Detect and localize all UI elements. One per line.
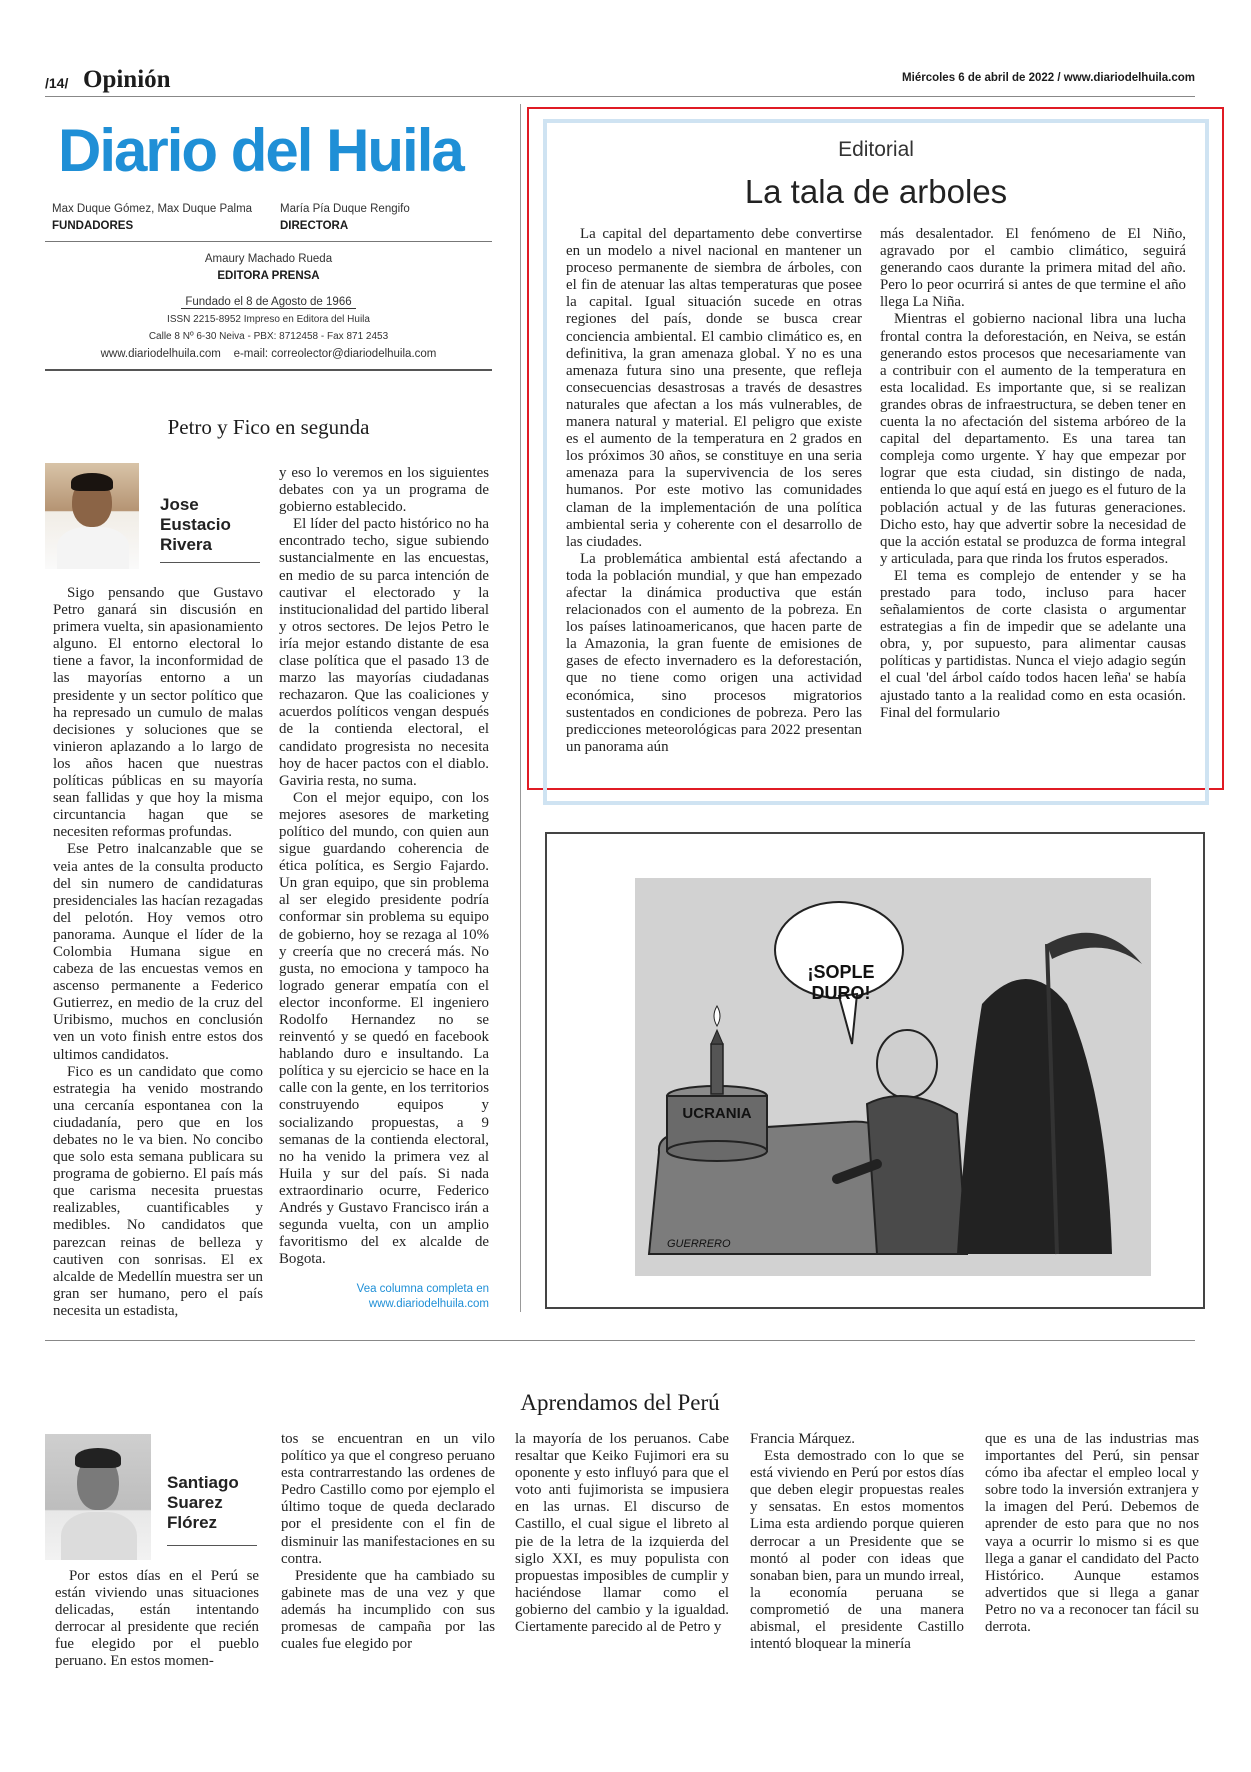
page-number: /14/: [45, 75, 69, 91]
paragraph: Esta demostrado con lo que se está viviendo en Perú por estos días que deben elegir propuestas reales y sensatas. En estos momentos Lima esta ardiendo porque quieren derrocar a un Presidente que se montó al poder con ideas que sonaban bien, para un mundo irreal, la economía peruana se comprometió de una manera abismal, el presidente Castillo intentó bloquear la minería: [750, 1448, 964, 1653]
column2-text-a: [55, 1568, 259, 1671]
column-title: Aprendamos del Perú: [520, 1390, 720, 1415]
newspaper-logo: Diario del Huila: [58, 117, 463, 184]
contact-line: [45, 348, 492, 360]
address-line: Calle 8 Nº 6-30 Neiva - PBX: 8712458 - Fax 871 2453: [148, 331, 389, 342]
paragraph: Por estos días en el Perú se están viviendo unas situaciones delicadas, están intentando derrocar al presidente que recién fue elegido por el pueblo peruano. En estos momen-: [55, 1568, 259, 1670]
paragraph: Con el mejor equipo, con los mejores asesores de marketing político del mundo, con quien aun sigue guardando coherencia de ética política, es Sergio Fajardo. Un gran equipo, que sin problema al ser elegido presidente podría conformar sin problema su equipo de gobierno, hoy se rezaga al 10% y creería que no crecerá más. No gusta, no emociona y tampoco ha logrado generar empatía con el elector inconforme. El ingeniero Rodolfo Hernandez no se reinventó y se quedó en facebook hablando duro e insultando. La política y su ejercicio se hace en la calle con la gente, en los territorios construyendo equipos y socializando propuestas, a 9 semanas de la contienda electoral, no ha venido la primera vez al Huila y sur del país. Si nada extraordinario ocurre, Federico Andrés y Gustavo Francisco irán a segunda vuelta, con un amplio favoritismo del ex alcalde de Bogota.: [279, 789, 489, 1268]
column2-text-d: [750, 1431, 964, 1653]
web-link[interactable]: www.diariodelhuila.com: [100, 348, 221, 360]
paragraph: El tema es complejo de entender y se ha prestado para todo, incluso para hacer señalamientos de corte clasista o argumentar estrategias a fin de impedir que se adelante una obra, y, por supuesto, para alimentar causas políticas y partidistas. Nunca el viejo adagio según el cual 'del árbol caído todos hacen leña' se había ajustado tanto a la realidad como en esta ocasión. Final del formulario: [880, 567, 1186, 721]
read-more-link[interactable]: www.diariodelhuila.com: [368, 1298, 489, 1311]
editorial-title: La tala de arboles: [744, 173, 1008, 210]
cartoon-drawing: [547, 834, 1203, 1307]
director-name: María Pía Duque Rengifo: [280, 203, 410, 215]
paragraph: más desalentador. El fenómeno de El Niño, agravado por el cambio climático, seguirá generando caos durante la primera mitad del año. Pero lo peor ocurrirá si antes de que termine el año llega La Niña.: [880, 226, 1186, 311]
masthead-bottom-rule: [45, 369, 492, 371]
director-label: DIRECTORA: [280, 220, 349, 232]
column-title: Petro y Fico en segunda: [167, 415, 370, 439]
founded-text: Fundado el 8 de Agosto de 1966: [181, 296, 355, 309]
editor-name: Amaury Machado Rueda: [204, 253, 333, 265]
editorial-text-a: [566, 226, 862, 756]
paragraph: Presidente que ha cambiado su gabinete mas de una vez y que además ha incumplido con sus promesas de campaña por las cuales fue elegido por: [281, 1567, 495, 1653]
read-more: [279, 1282, 489, 1312]
editor-label: EDITORA PRENSA: [217, 270, 320, 282]
paragraph: Mientras el gobierno nacional libra una lucha frontal contra la deforestación, en Neiva, se están generando estos procesos que necesariamente van a contribuir con el aumento de la temperatura en esta localidad. Es importante que, si se realizan grandes obras de infraestructura, se deben tener en cuenta la no afectación del sistema arbóreo de la capital del departamento. Es una tarea tan compleja como urgente. Y hay que empezar por lograr que esta ciudad, sin distingo de nada, entienda lo que aquí está en juego es el futuro de la población actual y de las futuras generaciones. Dicho esto, hay que advertir sobre la necesidad de que la acción estatal se produzca de forma integral y articulada, para que rinda los frutos esperados.: [880, 311, 1186, 567]
cartoon-signature: GUERRERO: [667, 1238, 731, 1250]
issue-date: Miércoles 6 de abril de 2022: [902, 72, 1055, 84]
cartoon-frame: [545, 832, 1205, 1309]
cartoon-speech-text: ¡SOPLE DURO!: [807, 962, 875, 1003]
author-rule: [160, 562, 260, 563]
masthead-rule: [45, 241, 492, 242]
paragraph: que es una de las industrias mas importantes del Perú, sin pensar cómo iba afectar el empleo local y sobre todo la inversión extranjera y la imagen del Perú. Debemos de aprender de esto para que no nos vaya a ocurrir lo mismo si es que llega a ganar el candidato del Pacto Histórico. Aunque estamos advertidos que si llega a ganar Petro no va a reconocer tan fácil su derrota.: [985, 1431, 1199, 1636]
issn-line: ISSN 2215-8952 Impreso en Editora del Huila: [167, 314, 370, 325]
author-photo: [45, 1434, 151, 1560]
author-name-line: Jose: [160, 495, 199, 514]
paragraph: Fico es un candidato que como estrategia ha venido mostrando una cercanía espontanea con la ciudadanía, pero que en los debates no le va bien. No concibo que solo esta semana publicara su programa de gobierno. El país más que carisma necesita pruestas realizables, cuantificables y medibles. No candidatos que parezcan reinas de belleza y cautiven con sonrisas. El ex alcalde de Medellín muestra ser un gran ser humano, pero el país necesita un estadista,: [53, 1063, 263, 1319]
date-line: Miércoles 6 de abril de 2022 / www.diariodelhuila.com: [902, 72, 1195, 84]
header-rule: [45, 96, 1195, 97]
paragraph: El líder del pacto histórico no ha encontrado techo, sigue subiendo sustancialmente en las encuestas, en medio de su parca intención de cautivar el electorado y la institucionalidad del partido liberal y otros sectores. De lejos Petro le iría mejor estando distante de esa clase política que el pasado 13 de marzo las mayorías ciudadanas rechazaron. Que las coaliciones y acuerdos políticos vengan después de la contienda electoral, el candidato progresista no necesita hoy de hacer pactos con el diablo. Gaviria resta, no suma.: [279, 516, 489, 789]
paragraph: Ese Petro inalcanzable que se veia antes de la consulta producto del sin numero de candidaturas presidenciales las hacían rezagadas del pelotón. Hoy vemos otro panorama. Aunque el líder de la Colombia Humana sigue en cabeza de las encuestas vemos en ascenso permanente a Federico Gutierrez, en medio de la cruz del Uribismo, muchos en conclusión ven un voto finish entre estos dos ultimos candidatos.: [53, 841, 263, 1063]
author-name: [160, 495, 260, 555]
column2-text-c: [515, 1431, 729, 1636]
column2-text-e: [985, 1431, 1199, 1636]
column2-text-b: [281, 1431, 495, 1653]
author-name-line: Rivera: [160, 535, 212, 554]
author-name-line: Flórez: [167, 1513, 218, 1532]
page-header: [45, 66, 1195, 96]
column-text-a: [53, 585, 263, 1320]
author-name: [167, 1473, 257, 1533]
read-more-label: Vea columna completa en: [356, 1283, 489, 1296]
paragraph: la mayoría de los peruanos. Cabe resaltar que Keiko Fujimori era su oponente y esto influyó para que el voto anti fujimorista se impusiera en las urnas. El discurso de Castillo, el cual sigue el libreto al pie de la letra de la izquierda del siglo XXI, es muy populista con propuestas imposibles de cumplir y haciéndose llamar como el gobierno del cambio y la igualdad. Ciertamente parecido al de Petro y: [515, 1431, 729, 1636]
author-photo: [45, 463, 139, 569]
paragraph: La capital del departamento debe convertirse en un modelo a nivel nacional en mantener un proceso permanente de siembra de árboles, con el fin de atenuar las altas temperaturas que posee la capital. Igual situación sucede en otras regiones del país, donde se busca crear conciencia ambiental. El cambio climático es, en definitiva, la gran amenaza global. Y no es una amenaza futura sino una presente, que refleja consecuencias desastrosas a través de desastres naturales que afectan a los más vulnerables, de manera natural y material. El peligro que existe es el aumento de la temperatura en 2 grados en los próximos 30 años, se constituye en una seria amenaza para la supervivencia de los seres humanos. Por este motivo las comunidades claman de la implementación de una política ambiental seria y coherente con el desarrollo de las ciudades.: [566, 226, 862, 550]
author-name-line: Eustacio: [160, 515, 231, 534]
editorial-kicker: Editorial: [838, 138, 914, 161]
author-name-line: Suarez: [167, 1493, 223, 1512]
column-text-b: [279, 465, 489, 1312]
paragraph: Francia Márquez.: [750, 1431, 856, 1447]
column-divider: [520, 104, 521, 1312]
author-rule: [167, 1545, 257, 1546]
section-divider: [45, 1340, 1195, 1341]
founded-line: [45, 296, 492, 308]
editorial-text-b: [880, 226, 1186, 722]
header-site-link[interactable]: www.diariodelhuila.com: [1063, 72, 1195, 84]
founders-label: FUNDADORES: [52, 220, 134, 232]
section-name: Opinión: [83, 66, 171, 93]
cartoon-cake-label: UCRANIA: [682, 1105, 752, 1122]
email-link[interactable]: e-mail: correolector@diariodelhuila.com: [233, 348, 437, 360]
opinion-column-1: [45, 415, 492, 1319]
paragraph: Sigo pensando que Gustavo Petro ganará sin discusión en primera vuelta, sin apasionamiento alguno. El entorno electoral lo tiene a favor, la inconformidad de las mayorías entorno a un presidente y un sector político que ha represado un cumulo de malas decisiones y soluciones que se vinieron aplazando a lo largo de los años hacen que nuestras políticas públicas en su mayoría sean fallidas y que hoy la misma circuntancia hagan que se necesiten reformas profundas.: [53, 585, 263, 841]
founders-names: Max Duque Gómez, Max Duque Palma: [52, 203, 253, 215]
paragraph: tos se encuentran en un vilo político ya que el congreso peruano esta contrarrestando las ordenes de Pedro Castillo como por ejemplo el último toque de queda declarado por el presidente con el fin de disminuir las manifestaciones en su contra.: [281, 1431, 495, 1567]
paragraph: La problemática ambiental está afectando a toda la población mundial, y que han empezado afectar la dinámica productiva que están relacionados con el aumento de la pobreza. En los países latinoamericanos, que hacen parte de la Amazonia, la gran fuente de emisiones de gases de efecto invernadero es la deforestación, que no tiene como origen una actividad económica, sino procesos migratorios sustentados en condiciones de pobreza. Pero las predicciones meteorológicas para 2022 presentan un panorama aún: [566, 550, 862, 755]
paragraph: y eso lo veremos en los siguientes debates con ya un programa de gobierno establecido.: [279, 465, 489, 516]
author-name-line: Santiago: [167, 1473, 239, 1492]
